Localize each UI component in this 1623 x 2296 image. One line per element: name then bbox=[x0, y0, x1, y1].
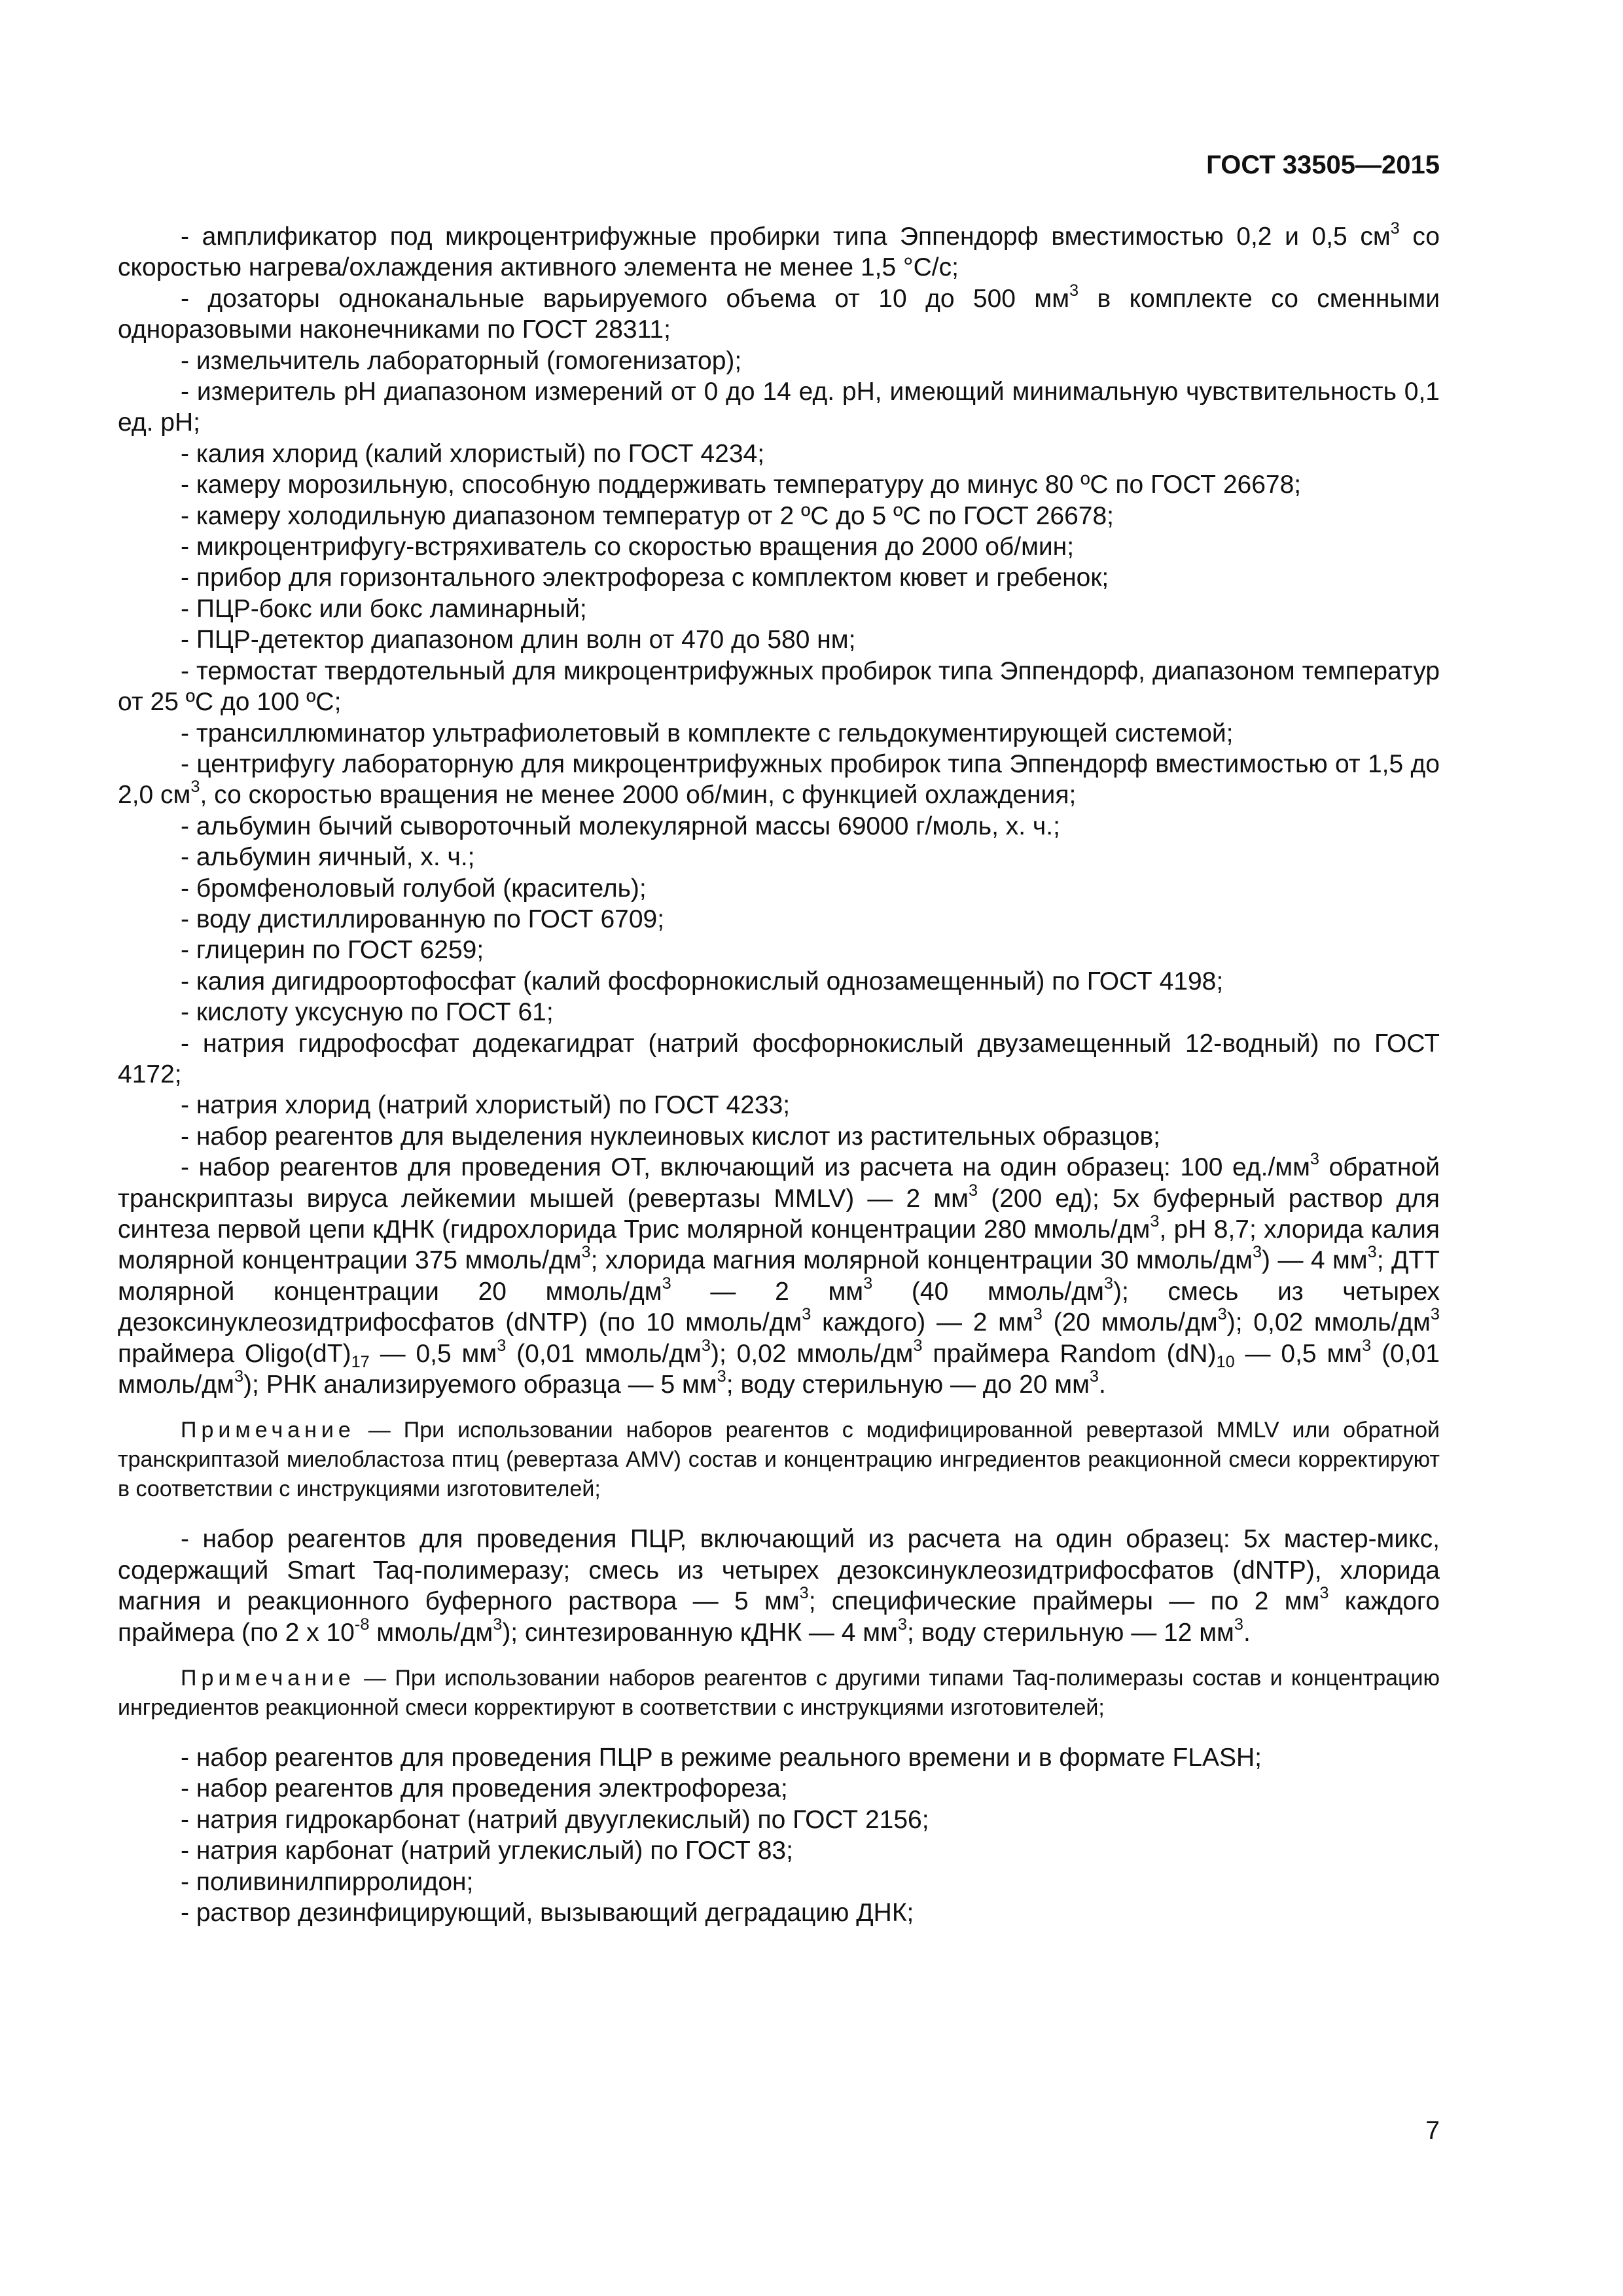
text-run: ) — 4 мм bbox=[1262, 1246, 1368, 1275]
text-run: - бромфеноловый голубой (краситель); bbox=[181, 874, 647, 903]
superscript: 3 bbox=[1033, 1304, 1043, 1323]
text-run: - микроцентрифугу-встряхиватель со скоростью вращения до 2000 об/мин; bbox=[181, 533, 1075, 562]
superscript: 3 bbox=[1234, 1615, 1243, 1634]
superscript: 3 bbox=[897, 1615, 908, 1634]
pcr-reagents-list bbox=[118, 1524, 1440, 1648]
superscript: 3 bbox=[701, 1336, 711, 1355]
superscript: 3 bbox=[190, 778, 200, 797]
list-item bbox=[118, 873, 1440, 904]
list-item bbox=[118, 966, 1440, 997]
text-run: — 0,5 мм bbox=[369, 1339, 497, 1368]
list-item bbox=[118, 718, 1440, 749]
document-body bbox=[118, 221, 1440, 1929]
subscript: 17 bbox=[351, 1352, 370, 1371]
list-item bbox=[118, 439, 1440, 469]
list-item bbox=[118, 1090, 1440, 1121]
superscript: 3 bbox=[581, 1243, 591, 1262]
superscript: 3 bbox=[493, 1615, 503, 1634]
list-item bbox=[118, 1149, 1440, 1400]
text-run: - натрия хлорид (натрий хлористый) по ГОСТ 4233; bbox=[181, 1091, 791, 1120]
text-run: ; специфические праймеры — по 2 мм bbox=[808, 1587, 1320, 1616]
superscript: 3 bbox=[799, 1584, 809, 1603]
text-run: - натрия гидрофосфат додекагидрат (натрий фосфорнокислый двузамещенный 12-водный) по ГОСТ 4172; bbox=[118, 1029, 1440, 1088]
text-run: - глицерин по ГОСТ 6259; bbox=[181, 936, 484, 965]
superscript: 3 bbox=[717, 1367, 726, 1386]
text-run: - калия дигидроортофосфат (калий фосфорнокислый однозамещенный) по ГОСТ 4198; bbox=[181, 967, 1224, 996]
note-1 bbox=[118, 1416, 1440, 1504]
list-item bbox=[118, 1028, 1440, 1090]
text-run: - камеру холодильную диапазоном температур от 2 ºC до 5 ºC по ГОСТ 26678; bbox=[181, 501, 1115, 530]
text-run: - амплификатор под микроцентрифужные пробирки типа Эппендорф вместимостью 0,2 и 0,5 см bbox=[181, 223, 1391, 251]
list-item bbox=[118, 997, 1440, 1028]
list-item bbox=[118, 749, 1440, 811]
text-run: каждого) — 2 мм bbox=[811, 1308, 1033, 1337]
text-run: (20 ммоль/дм bbox=[1042, 1308, 1218, 1337]
text-run: , pH 8,7; хлорида калия молярной концентрации 375 ммоль/дм bbox=[118, 1215, 1440, 1275]
reagents-list-continued bbox=[118, 1742, 1440, 1928]
text-run: (40 ммоль/дм bbox=[872, 1277, 1104, 1306]
text-run: ); РНК анализируемого образца — 5 мм bbox=[243, 1371, 717, 1399]
text-run: — 0,5 мм bbox=[1234, 1339, 1363, 1368]
list-item bbox=[118, 562, 1440, 593]
list-item bbox=[118, 1524, 1440, 1648]
text-run: - ПЦР-детектор диапазоном длин волн от 470 до 580 нм; bbox=[181, 626, 856, 655]
note-text: — При использовании наборов реагентов с модифицированной ревертазой MMLV или обратной транскриптазой миелобластоза птиц (ревертаза AMV) состав и концентрацию ингредиентов реакционной смеси корректируют в соответствии с инструкциями изготовителей; bbox=[118, 1418, 1440, 1502]
text-run: праймера Random (dN) bbox=[922, 1339, 1217, 1368]
superscript: 3 bbox=[1310, 1149, 1320, 1168]
text-run: - ПЦР-бокс или бокс ламинарный; bbox=[181, 594, 587, 623]
text-run: - дозаторы одноканальные варьируемого объема от 10 до 500 мм bbox=[181, 284, 1070, 313]
list-item bbox=[118, 501, 1440, 531]
superscript: -8 bbox=[354, 1615, 370, 1634]
list-item bbox=[118, 1897, 1440, 1928]
superscript: 3 bbox=[1089, 1367, 1099, 1386]
list-item bbox=[118, 531, 1440, 562]
note-label: Примечание bbox=[181, 1418, 355, 1443]
text-run: - натрия гидрокарбонат (натрий двууглекислый) по ГОСТ 2156; bbox=[181, 1805, 929, 1834]
text-run: - набор реагентов для проведения ПЦР, включающий из расчета на один образец: 5х мастер-микс, содержащий Smart Taq-полимеразу; смесь из четырех дезоксинуклеозидтрифосфатов (dNTP), хлорида магния и реакционного буферного раствора — 5 мм bbox=[118, 1525, 1440, 1616]
superscript: 3 bbox=[234, 1367, 244, 1386]
superscript: 3 bbox=[1252, 1243, 1262, 1262]
text-run: ; воду стерильную — до 20 мм bbox=[726, 1371, 1090, 1399]
text-run: ); 0,02 ммоль/дм bbox=[1226, 1308, 1431, 1337]
text-run: — 2 мм bbox=[671, 1277, 864, 1306]
list-item bbox=[118, 1835, 1440, 1866]
list-item bbox=[118, 624, 1440, 655]
superscript: 3 bbox=[968, 1181, 978, 1200]
text-run: - поливинилпирролидон; bbox=[181, 1867, 474, 1896]
text-run: - трансиллюминатор ультрафиолетовый в комплекте с гельдокументирующей системой; bbox=[181, 719, 1234, 747]
list-item bbox=[118, 1121, 1440, 1152]
list-item bbox=[118, 842, 1440, 872]
list-item bbox=[118, 656, 1440, 718]
text-run: ); смесь из четырех дезоксинуклеозидтрифосфатов (dNTP) (по 10 ммоль/дм bbox=[118, 1277, 1440, 1337]
list-item bbox=[118, 346, 1440, 376]
superscript: 3 bbox=[913, 1336, 923, 1355]
text-run: каждого праймера (по 2 х 10 bbox=[118, 1587, 1440, 1647]
text-run: - измельчитель лабораторный (гомогенизатор); bbox=[181, 346, 742, 375]
superscript: 3 bbox=[662, 1274, 671, 1293]
note-2 bbox=[118, 1664, 1440, 1723]
text-run: - раствор дезинфицирующий, вызывающий деградацию ДНК; bbox=[181, 1899, 914, 1928]
superscript: 3 bbox=[1217, 1304, 1227, 1323]
text-run: праймера Oligo(dT) bbox=[118, 1339, 351, 1368]
text-run: - термостат твердотельный для микроцентрифужных пробирок типа Эппендорф, диапазоном температур от 25 ºC до 100 ºC; bbox=[118, 656, 1440, 717]
text-run: ; ДТТ молярной концентрации 20 ммоль/дм bbox=[118, 1246, 1440, 1306]
superscript: 3 bbox=[1150, 1211, 1160, 1230]
superscript: 3 bbox=[1367, 1243, 1377, 1262]
text-run: - натрия карбонат (натрий углекислый) по ГОСТ 83; bbox=[181, 1837, 793, 1865]
text-run: - набор реагентов для проведения электрофореза; bbox=[181, 1774, 788, 1803]
note-text: — При использовании наборов реагентов с другими типами Taq-полимеразы состав и концентрацию ингредиентов реакционной смеси корректируют в соответствии с инструкциями изготовителей; bbox=[118, 1666, 1440, 1721]
text-run: - кислоту уксусную по ГОСТ 61; bbox=[181, 998, 554, 1027]
superscript: 3 bbox=[1362, 1336, 1372, 1355]
text-run: ; хлорида магния молярной концентрации 30 ммоль/дм bbox=[590, 1246, 1253, 1275]
list-item bbox=[118, 935, 1440, 965]
list-item bbox=[118, 811, 1440, 842]
equipment-list bbox=[118, 221, 1440, 1400]
text-run: - альбумин яичный, х. ч.; bbox=[181, 843, 475, 872]
text-run: . bbox=[1099, 1371, 1106, 1399]
list-item bbox=[118, 1867, 1440, 1897]
text-run: - прибор для горизонтального электрофореза с комплектом кювет и гребенок; bbox=[181, 564, 1109, 592]
superscript: 3 bbox=[802, 1304, 812, 1323]
text-run: ); синтезированную кДНК — 4 мм bbox=[502, 1618, 898, 1647]
text-run: (200 ед); 5х буферный раствор для синтеза первой цепи кДНК (гидрохлорида Трис молярной концентрации 280 ммоль/дм bbox=[118, 1184, 1440, 1244]
superscript: 3 bbox=[1103, 1274, 1113, 1293]
text-run: - калия хлорид (калий хлористый) по ГОСТ 4234; bbox=[181, 439, 765, 468]
standard-header: ГОСТ 33505—2015 bbox=[1206, 151, 1440, 179]
list-item bbox=[118, 1742, 1440, 1773]
superscript: 3 bbox=[1319, 1584, 1329, 1603]
list-item bbox=[118, 376, 1440, 439]
superscript: 3 bbox=[497, 1336, 507, 1355]
text-run: - камеру морозильную, способную поддерживать температуру до минус 80 ºC по ГОСТ 26678; bbox=[181, 471, 1302, 499]
text-run: со скоростью нагрева/охлаждения активного элемента не менее 1,5 °C/c; bbox=[118, 223, 1440, 282]
text-run: (0,01 ммоль/дм bbox=[506, 1339, 702, 1368]
list-item bbox=[118, 1773, 1440, 1804]
list-item bbox=[118, 1804, 1440, 1835]
list-item bbox=[118, 904, 1440, 935]
list-item bbox=[118, 283, 1440, 346]
text-run: . bbox=[1243, 1618, 1251, 1647]
text-run: ммоль/дм bbox=[369, 1618, 493, 1647]
text-run: в комплекте со сменными одноразовыми наконечниками по ГОСТ 28311; bbox=[118, 284, 1440, 344]
text-run: обратной транскриптазы вируса лейкемии мышей (ревертазы MMLV) — 2 мм bbox=[118, 1153, 1440, 1213]
text-run: , со скоростью вращения не менее 2000 об/мин, с функцией охлаждения; bbox=[200, 781, 1077, 810]
superscript: 3 bbox=[1430, 1304, 1440, 1323]
superscript: 3 bbox=[1069, 281, 1079, 300]
page-number: 7 bbox=[1425, 2117, 1440, 2145]
superscript: 3 bbox=[863, 1274, 873, 1293]
text-run: - набор реагентов для проведения ОТ, включающий из расчета на один образец: 100 ед./мм bbox=[181, 1153, 1310, 1182]
superscript: 3 bbox=[1390, 219, 1400, 238]
list-item bbox=[118, 594, 1440, 624]
text-run: - воду дистиллированную по ГОСТ 6709; bbox=[181, 905, 665, 933]
text-run: - набор реагентов для проведения ПЦР в режиме реального времени и в формате FLASH; bbox=[181, 1744, 1262, 1772]
subscript: 10 bbox=[1216, 1352, 1235, 1371]
text-run: - измеритель pH диапазоном измерений от 0 до 14 ед. pH, имеющий минимальную чувствительность 0,1 ед. pH; bbox=[118, 378, 1440, 437]
list-item bbox=[118, 221, 1440, 283]
text-run: (0,01 ммоль/дм bbox=[118, 1339, 1440, 1399]
text-run: - альбумин бычий сывороточный молекулярной массы 69000 г/моль, х. ч.; bbox=[181, 812, 1060, 840]
text-run: - набор реагентов для выделения нуклеиновых кислот из растительных образцов; bbox=[181, 1122, 1161, 1151]
text-run: - центрифугу лабораторную для микроцентрифужных пробирок типа Эппендорф вместимостью от 1,5 до 2,0 см bbox=[118, 749, 1440, 810]
text-run: ); 0,02 ммоль/дм bbox=[710, 1339, 914, 1368]
note-label: Примечание bbox=[181, 1666, 355, 1691]
list-item bbox=[118, 469, 1440, 500]
text-run: ; воду стерильную — 12 мм bbox=[907, 1618, 1234, 1647]
